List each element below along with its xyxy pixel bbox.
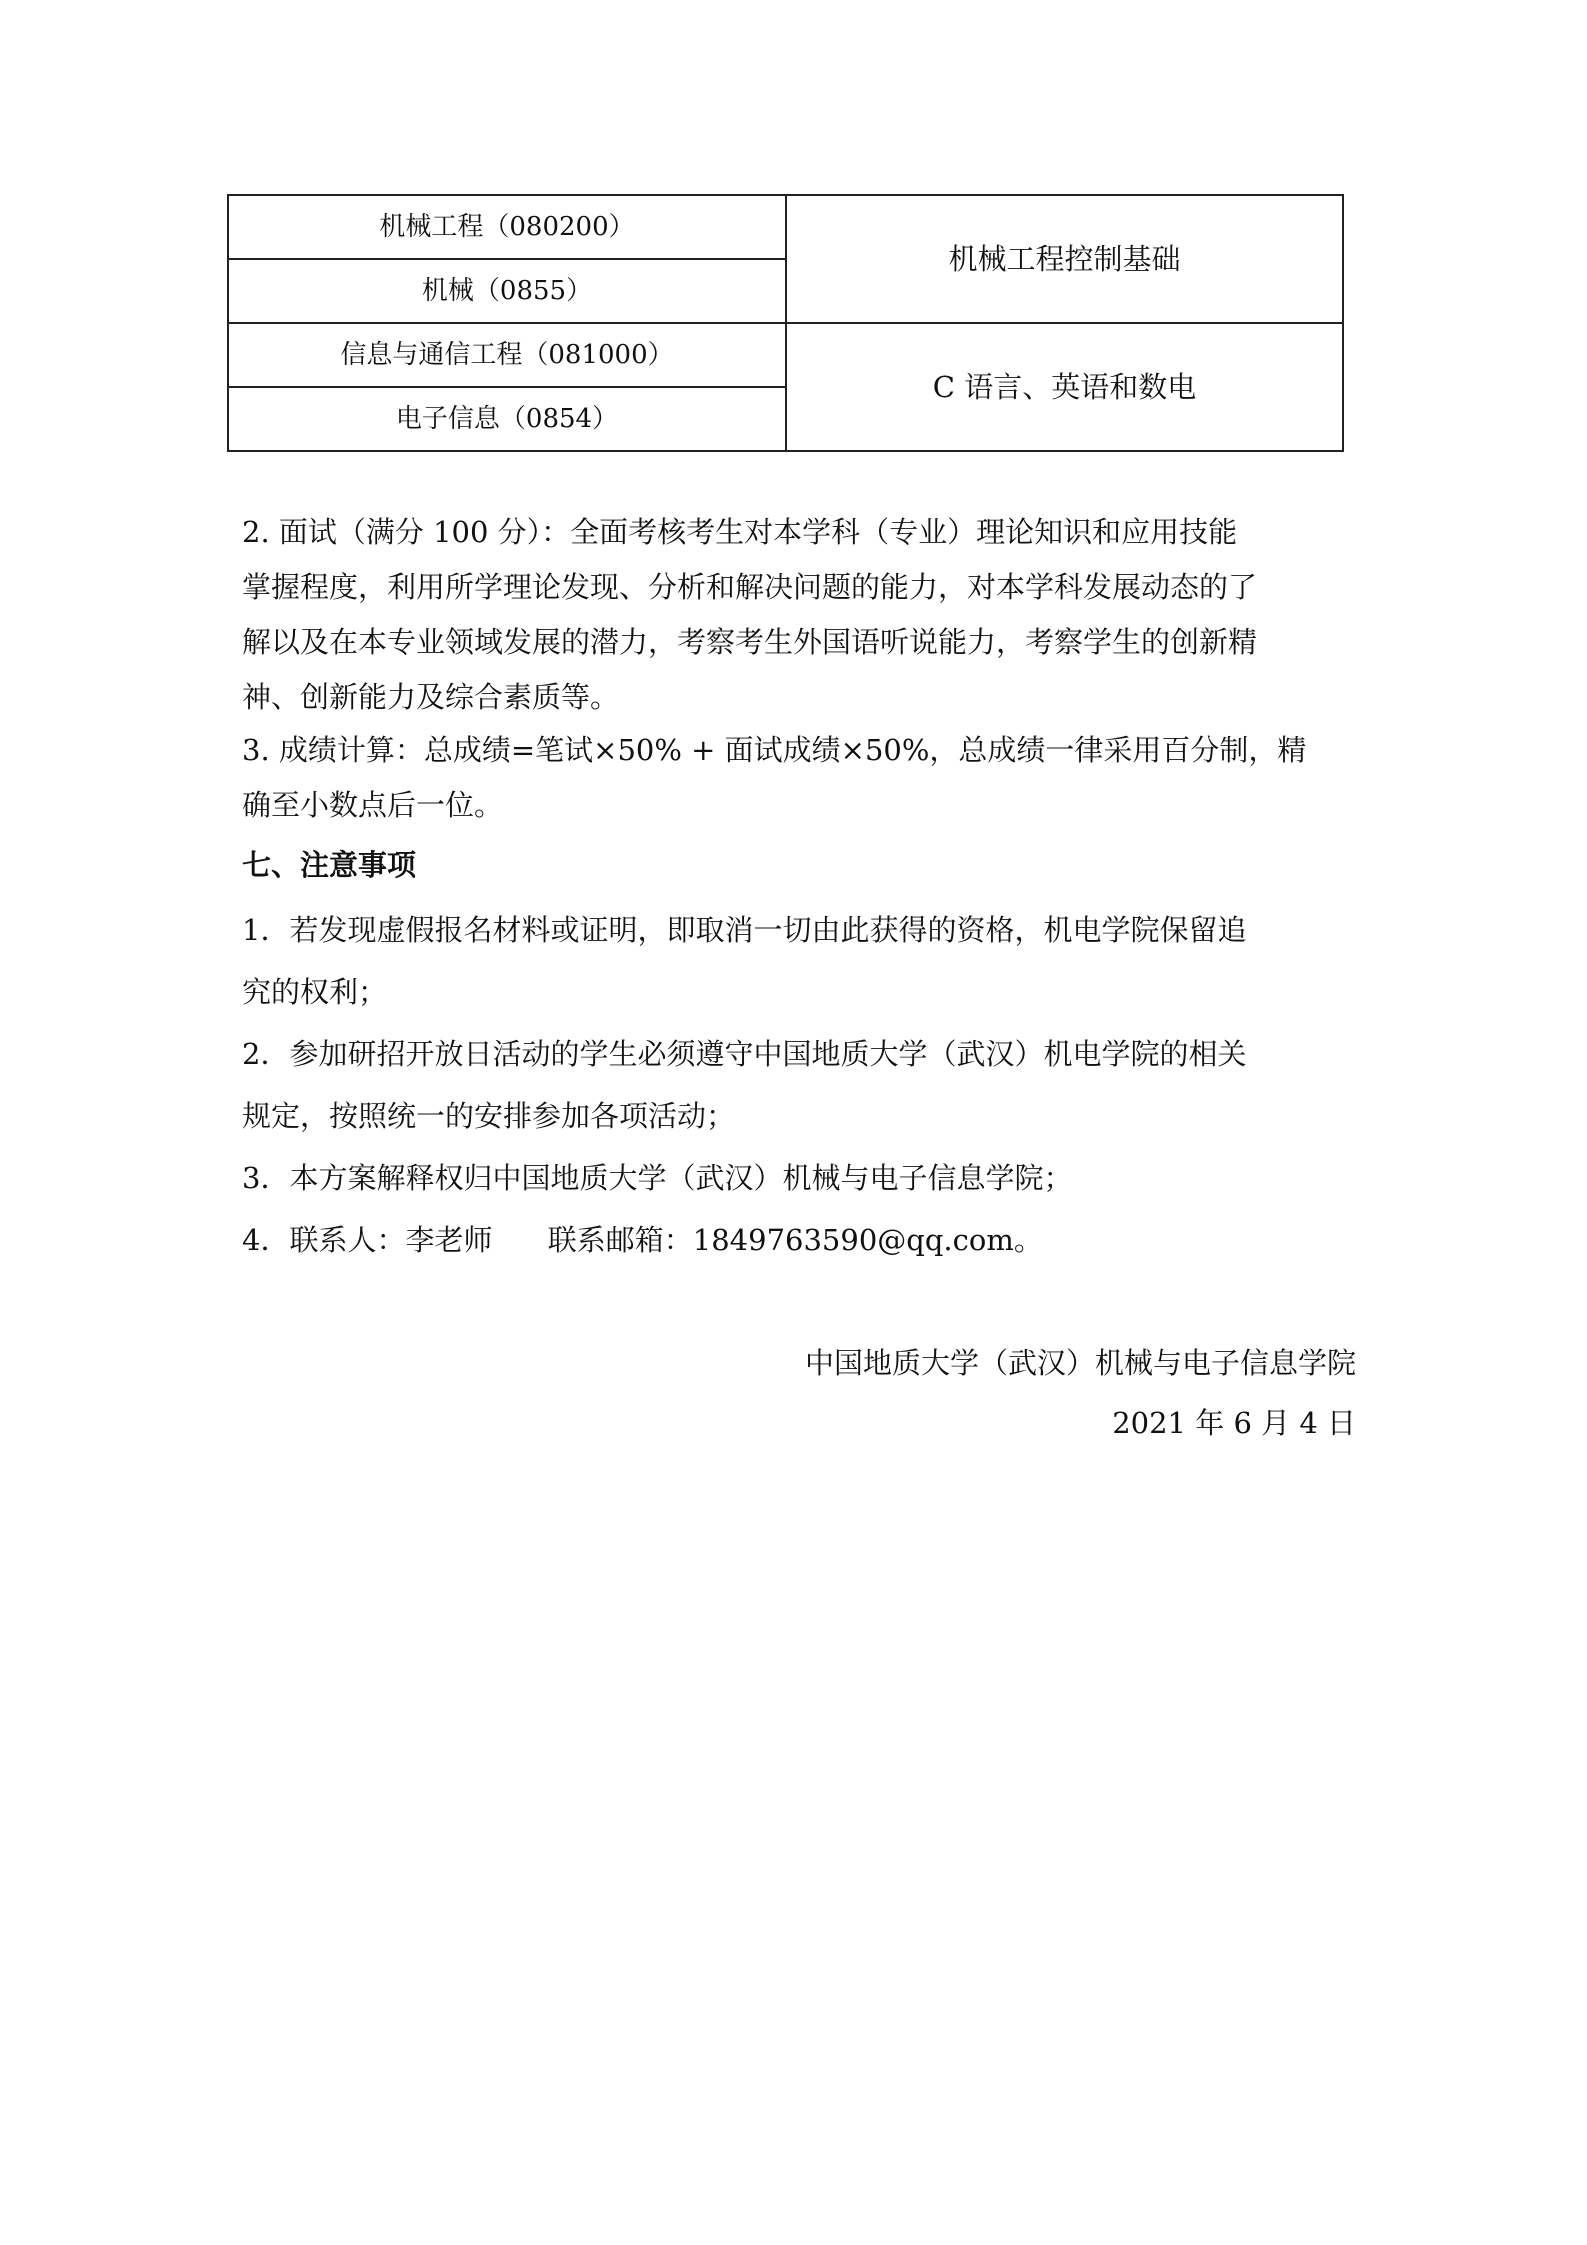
interview-paragraph: [242, 505, 1357, 725]
major-subject-table: [227, 194, 1344, 452]
list-item-line: 规定，按照统一的安排参加各项活动；: [242, 1099, 736, 1133]
paragraph-line: 掌握程度，利用所学理论发现、分析和解决问题的能力，对本学科发展动态的了: [242, 570, 1258, 604]
notes-item-1: [242, 899, 1357, 1023]
signature-org: 中国地质大学（武汉）机械与电子信息学院: [804, 1346, 1356, 1380]
notes-item-4: [242, 1209, 1357, 1271]
list-item-line: 3．本方案解释权归中国地质大学（武汉）机械与电子信息学院；: [242, 1161, 1073, 1195]
notes-item-3: [242, 1147, 1357, 1209]
list-item-line: 2．参加研招开放日活动的学生必须遵守中国地质大学（武汉）机电学院的相关: [242, 1037, 1247, 1071]
list-item-line: 究的权利；: [242, 975, 388, 1009]
table-cell-subject: 机械工程控制基础: [786, 195, 1343, 323]
table-cell-major: 机械（0855）: [228, 259, 786, 323]
notes-section: [242, 838, 1357, 893]
score-paragraph: [242, 723, 1357, 833]
notes-item-2: [242, 1023, 1357, 1147]
table-cell-major: 机械工程（080200）: [228, 195, 786, 259]
signature-date: 2021 年 6 月 4 日: [1112, 1406, 1356, 1440]
paragraph-line: 2. 面试（满分 100 分）：全面考核考生对本学科（专业）理论知识和应用技能: [242, 515, 1238, 549]
section-heading: 七、注意事项: [242, 848, 417, 882]
paragraph-line: 神、创新能力及综合素质等。: [242, 680, 620, 714]
table-cell-subject: C 语言、英语和数电: [786, 323, 1343, 451]
table-cell-major: 信息与通信工程（081000）: [228, 323, 786, 387]
table-row: [228, 323, 1343, 387]
table-cell-major: 电子信息（0854）: [228, 387, 786, 451]
list-item-line: 1．若发现虚假报名材料或证明，即取消一切由此获得的资格，机电学院保留追: [242, 913, 1247, 947]
paragraph-line: 解以及在本专业领域发展的潜力，考察考生外国语听说能力，考察学生的创新精: [242, 625, 1258, 659]
paragraph-line: 3. 成绩计算：总成绩=笔试×50% + 面试成绩×50%，总成绩一律采用百分制，精: [242, 733, 1307, 767]
signature-block: [805, 1333, 1356, 1453]
table-row: [228, 195, 1343, 259]
paragraph-line: 确至小数点后一位。: [242, 788, 504, 822]
contact-line: 4．联系人：李老师 联系邮箱：1849763590@qq.com。: [242, 1223, 1043, 1257]
